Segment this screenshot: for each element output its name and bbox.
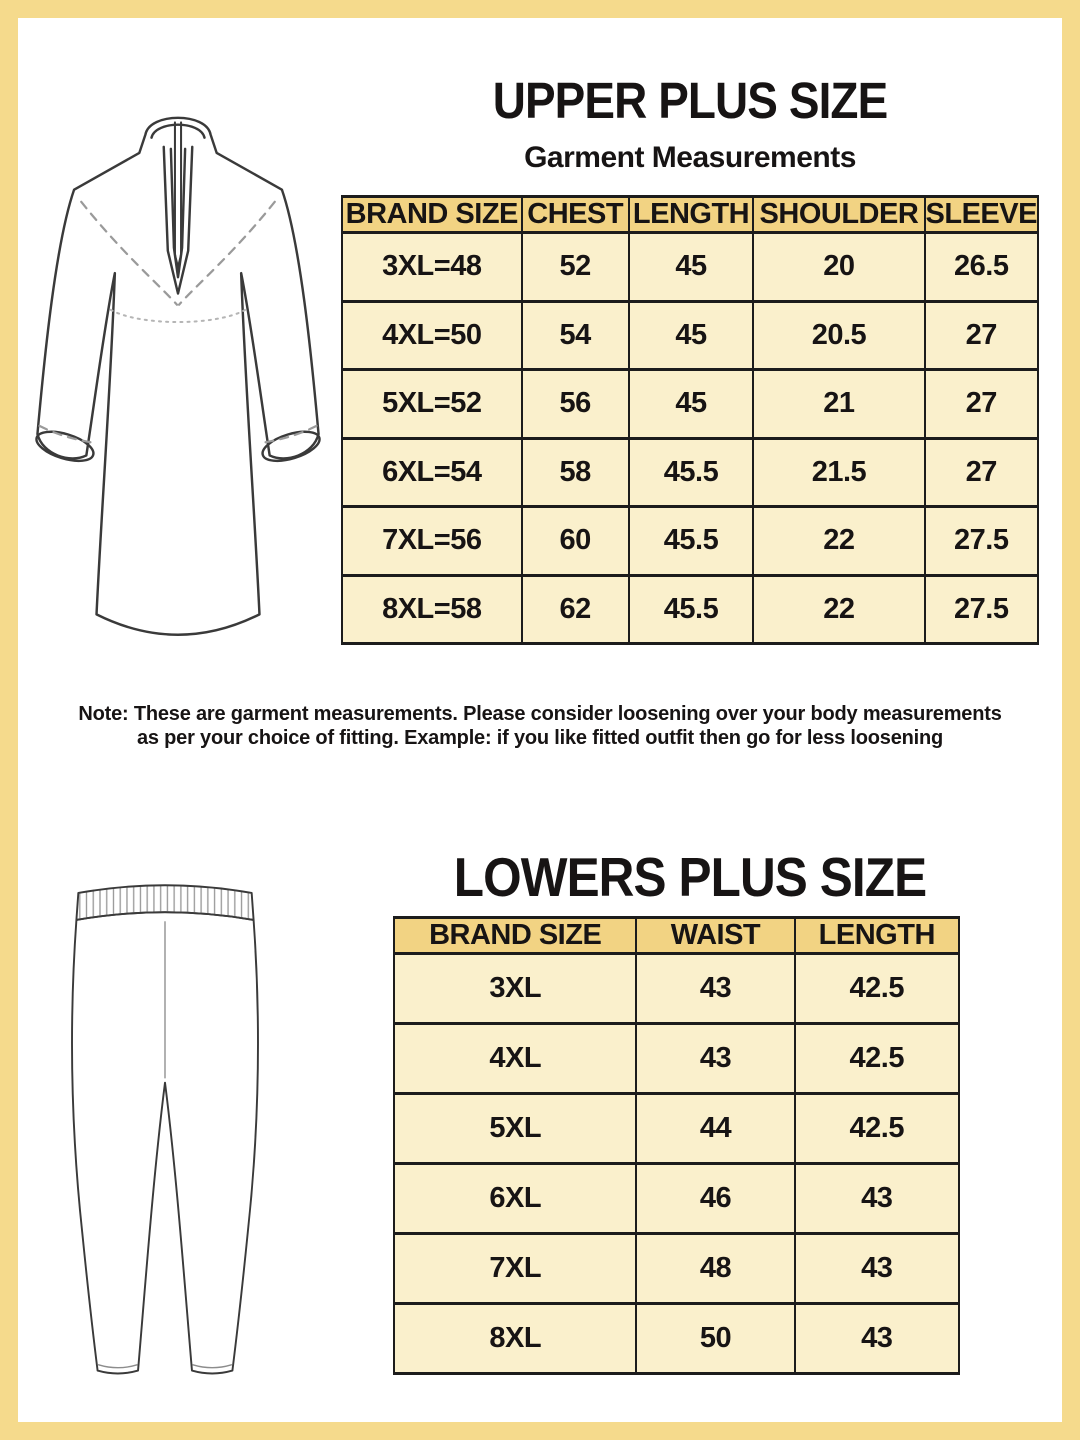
column-header-length: LENGTH: [795, 918, 959, 954]
upper-section-title: UPPER PLUS SIZE: [492, 72, 888, 129]
table-cell: 4XL=50: [342, 301, 522, 370]
table-cell: 3XL: [394, 954, 636, 1024]
table-cell: 27: [925, 301, 1038, 370]
table-cell: 7XL=56: [342, 507, 522, 576]
table-cell: 43: [795, 1234, 959, 1304]
table-cell: 3XL=48: [342, 233, 522, 302]
table-cell: 52: [522, 233, 629, 302]
table-row: [342, 438, 1038, 507]
table-cell: 8XL=58: [342, 575, 522, 644]
table-cell: 62: [522, 575, 629, 644]
table-cell: 43: [795, 1164, 959, 1234]
table-header-row: [394, 918, 959, 954]
upper-size-table: [341, 195, 1039, 645]
column-header-waist: WAIST: [636, 918, 794, 954]
table-cell: 43: [636, 1024, 794, 1094]
table-header-row: [342, 197, 1038, 233]
table-cell: 5XL: [394, 1094, 636, 1164]
table-cell: 45: [629, 233, 754, 302]
table-cell: 20.5: [753, 301, 924, 370]
table-cell: 21: [753, 370, 924, 439]
table-cell: 42.5: [795, 1094, 959, 1164]
table-cell: 6XL: [394, 1164, 636, 1234]
table-cell: 27.5: [925, 507, 1038, 576]
kurta-outline: [37, 118, 318, 635]
table-row: [394, 1094, 959, 1164]
measurement-note-line2: as per your choice of fitting. Example: if you like fitted outfit then go for less loosening: [136, 726, 944, 749]
table-cell: 43: [636, 954, 794, 1024]
table-cell: 26.5: [925, 233, 1038, 302]
table-cell: 50: [636, 1304, 794, 1374]
table-row: [394, 1164, 959, 1234]
table-cell: 42.5: [795, 954, 959, 1024]
table-cell: 56: [522, 370, 629, 439]
column-header-shoulder: SHOULDER: [753, 197, 924, 233]
table-row: [342, 507, 1038, 576]
table-cell: 6XL=54: [342, 438, 522, 507]
table-cell: 4XL: [394, 1024, 636, 1094]
table-cell: 5XL=52: [342, 370, 522, 439]
table-row: [394, 1234, 959, 1304]
table-cell: 48: [636, 1234, 794, 1304]
measurement-note: [40, 703, 1040, 750]
table-cell: 21.5: [753, 438, 924, 507]
table-row: [342, 301, 1038, 370]
upper-section-subtitle: Garment Measurements: [524, 141, 856, 174]
table-cell: 44: [636, 1094, 794, 1164]
table-cell: 22: [753, 575, 924, 644]
table-cell: 43: [795, 1304, 959, 1374]
table-cell: 7XL: [394, 1234, 636, 1304]
table-cell: 58: [522, 438, 629, 507]
table-cell: 45: [629, 301, 754, 370]
table-cell: 20: [753, 233, 924, 302]
table-cell: 54: [522, 301, 629, 370]
column-header-brand-size: BRAND SIZE: [394, 918, 636, 954]
column-header-length: LENGTH: [629, 197, 754, 233]
table-row: [342, 575, 1038, 644]
lower-size-table: [393, 916, 960, 1375]
column-header-sleeve: SLEEVE: [925, 197, 1038, 233]
pants-illustration-svg: [40, 866, 290, 1386]
kurta-illustration-svg: [18, 100, 338, 650]
table-cell: 8XL: [394, 1304, 636, 1374]
table-cell: 45: [629, 370, 754, 439]
table-cell: 45.5: [629, 575, 754, 644]
table-cell: 22: [753, 507, 924, 576]
table-row: [394, 1024, 959, 1094]
column-header-chest: CHEST: [522, 197, 629, 233]
table-cell: 45.5: [629, 507, 754, 576]
lowers-section-title: LOWERS PLUS SIZE: [453, 846, 927, 908]
column-header-brand-size: BRAND SIZE: [342, 197, 522, 233]
measurement-note-line1: Note: These are garment measurements. Please consider loosening over your body measurements: [78, 703, 1002, 725]
table-cell: 46: [636, 1164, 794, 1234]
table-row: [394, 954, 959, 1024]
table-cell: 45.5: [629, 438, 754, 507]
table-row: [394, 1304, 959, 1374]
table-cell: 27: [925, 438, 1038, 507]
table-row: [342, 233, 1038, 302]
table-cell: 27: [925, 370, 1038, 439]
table-cell: 60: [522, 507, 629, 576]
table-cell: 27.5: [925, 575, 1038, 644]
table-row: [342, 370, 1038, 439]
table-cell: 42.5: [795, 1024, 959, 1094]
